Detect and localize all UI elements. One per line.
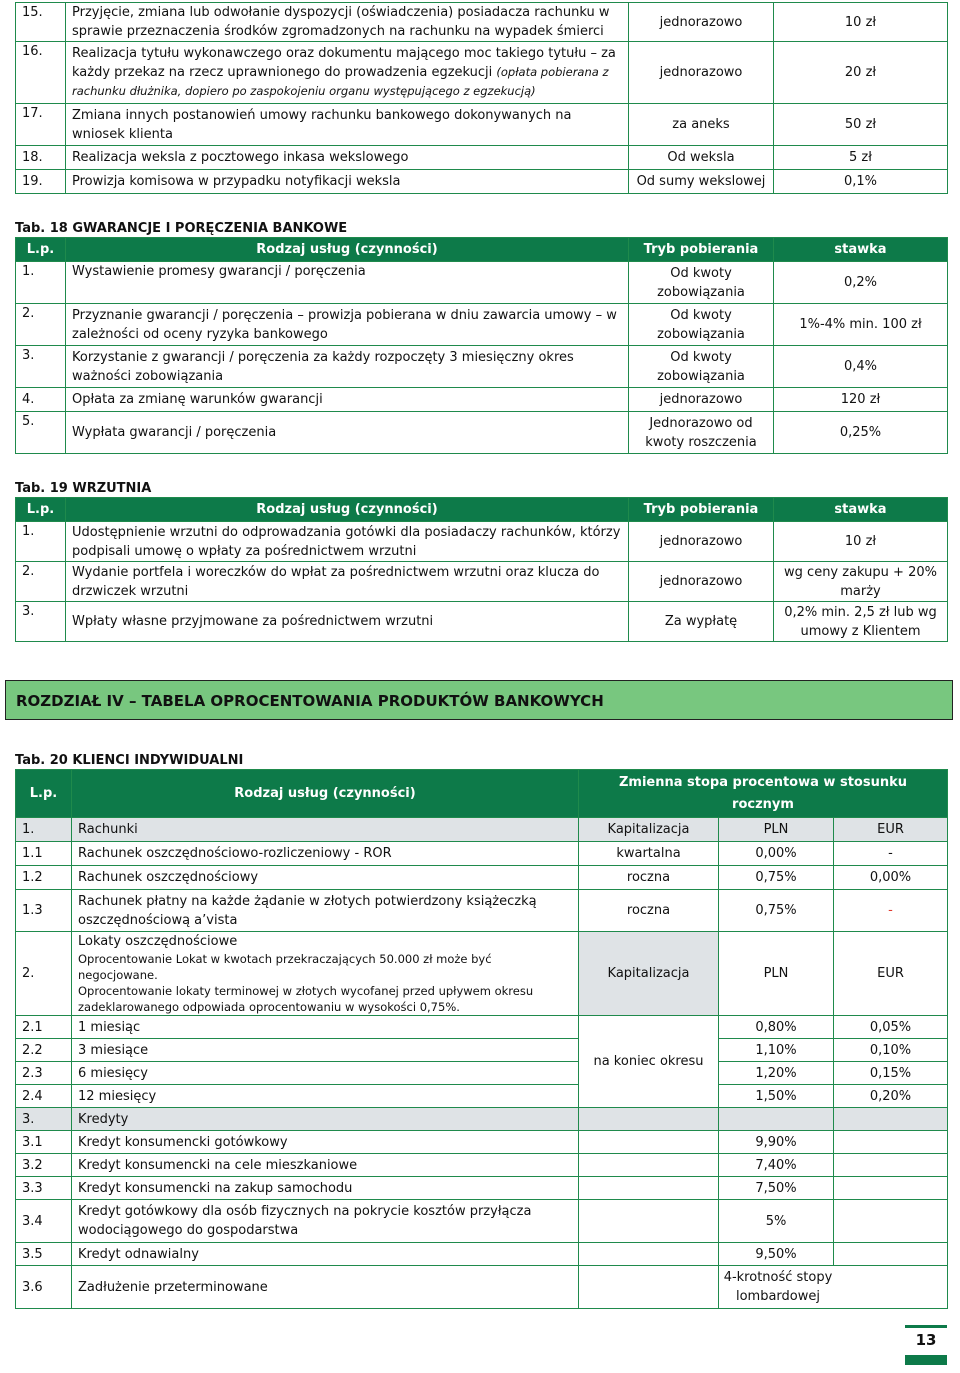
service-description: Przyjęcie, zmiana lub odwołanie dyspozycji (oświadczenia) posiadacza rachunku w sprawie przeznaczenia środków zgromadzonych na rachunku na wypadek śmierci xyxy=(66,3,629,42)
fee-rate: 10 zł xyxy=(774,3,948,42)
table-section-row xyxy=(16,1108,948,1131)
table-row xyxy=(16,562,948,602)
row-number: 2. xyxy=(16,304,66,346)
rate-eur: 0,05% xyxy=(834,1016,948,1039)
product-name: 3 miesiące xyxy=(72,1039,579,1062)
section-label xyxy=(72,932,579,1016)
header-service: Rodzaj usług (czynności) xyxy=(66,498,629,522)
table-row xyxy=(16,1085,948,1108)
product-name: Kredyt odnawialny xyxy=(72,1243,579,1266)
service-description xyxy=(66,42,629,104)
rate-pln: 0,00% xyxy=(719,842,834,866)
charge-mode: Za wypłatę xyxy=(629,602,774,642)
charge-mode: Od kwoty zobowiązania xyxy=(629,346,774,388)
table-row xyxy=(16,42,948,104)
row-number: 19. xyxy=(16,170,66,194)
rate-pln: 1,10% xyxy=(719,1039,834,1062)
table-title: Tab. 18 GWARANCJE I PORĘCZENIA BANKOWE xyxy=(15,221,348,236)
rate-pln: 7,40% xyxy=(719,1154,834,1177)
row-number: 2. xyxy=(16,562,66,602)
table-row xyxy=(16,1266,948,1309)
table-row xyxy=(16,1016,948,1039)
table-row xyxy=(16,842,948,866)
table-header-row xyxy=(16,498,948,522)
row-number: 17. xyxy=(16,104,66,146)
row-number: 16. xyxy=(16,42,66,104)
row-number: 18. xyxy=(16,146,66,170)
page-number-box xyxy=(905,1325,947,1367)
header-service: Rodzaj usług (czynności) xyxy=(66,238,629,262)
capitalization: roczna xyxy=(579,890,719,932)
product-name: Kredyt konsumencki na zakup samochodu xyxy=(72,1177,579,1200)
empty-cell xyxy=(834,1154,948,1177)
table-row xyxy=(16,1039,948,1062)
empty-cell xyxy=(579,1243,719,1266)
page-number-bar xyxy=(905,1355,947,1365)
fees-table-continued xyxy=(15,2,948,194)
table-title: Tab. 20 KLIENCI INDYWIDUALNI xyxy=(15,753,244,768)
table-row xyxy=(16,866,948,890)
capitalization: kwartalna xyxy=(579,842,719,866)
row-number: 3.2 xyxy=(16,1154,72,1177)
service-description: Korzystanie z gwarancji / poręczenia za każdy rozpoczęty 3 miesięczny okres ważności zobowiązania xyxy=(66,346,629,388)
row-number: 4. xyxy=(16,388,66,412)
table-row xyxy=(16,412,948,454)
product-name: 6 miesięcy xyxy=(72,1062,579,1085)
table-row xyxy=(16,262,948,304)
page-number: 13 xyxy=(915,1331,937,1349)
interest-rates-table xyxy=(15,769,948,1309)
product-name: Kredyt konsumencki gotówkowy xyxy=(72,1131,579,1154)
product-name: 1 miesiąc xyxy=(72,1016,579,1039)
header-service: Rodzaj usług (czynności) xyxy=(72,770,579,818)
table-row xyxy=(16,146,948,170)
table-title: Tab. 19 WRZUTNIA xyxy=(15,481,152,496)
service-description: Przyznanie gwarancji / poręczenia – prowizja pobierana w dniu zawarcia umowy – w zależności od oceny ryzyka bankowego xyxy=(66,304,629,346)
rate-eur: 0,00% xyxy=(834,866,948,890)
capitalization-header: Kapitalizacja xyxy=(579,818,719,842)
charge-mode: Od sumy wekslowej xyxy=(629,170,774,194)
table-row xyxy=(16,522,948,562)
section-label: Rachunki xyxy=(72,818,579,842)
charge-mode: jednorazowo xyxy=(629,562,774,602)
table-row xyxy=(16,346,948,388)
service-description: Prowizja komisowa w przypadku notyfikacji weksla xyxy=(66,170,629,194)
row-number: 5. xyxy=(16,412,66,454)
rate-pln: 0,80% xyxy=(719,1016,834,1039)
service-description: Wydanie portfela i woreczków do wpłat za pośrednictwem wrzutni oraz klucza do drzwiczek wrzutni xyxy=(66,562,629,602)
product-name: Rachunek oszczędnościowy xyxy=(72,866,579,890)
header-mode: Tryb pobierania xyxy=(629,238,774,262)
page-number-top-rule xyxy=(905,1325,947,1328)
section-label: Kredyty xyxy=(72,1108,579,1131)
header-rate: stawka xyxy=(774,238,948,262)
empty-cell xyxy=(579,1266,719,1309)
rate-eur: 0,20% xyxy=(834,1085,948,1108)
fee-rate: 50 zł xyxy=(774,104,948,146)
empty-cell xyxy=(579,1200,719,1243)
row-number: 3.6 xyxy=(16,1266,72,1309)
row-number: 3.1 xyxy=(16,1131,72,1154)
charge-mode: za aneks xyxy=(629,104,774,146)
table-row xyxy=(16,304,948,346)
header-lp: L.p. xyxy=(16,238,66,262)
header-rate: stawka xyxy=(774,498,948,522)
currency-eur-header: EUR xyxy=(834,932,948,1016)
rate-pln: 0,75% xyxy=(719,890,834,932)
charge-mode: Od kwoty zobowiązania xyxy=(629,304,774,346)
currency-pln-header: PLN xyxy=(719,818,834,842)
service-description: Wypłata gwarancji / poręczenia xyxy=(66,412,629,454)
fee-rate: 5 zł xyxy=(774,146,948,170)
fee-rate: wg ceny zakupu + 20% marży xyxy=(774,562,948,602)
fee-rate: 10 zł xyxy=(774,522,948,562)
table-section-row xyxy=(16,932,948,1016)
table-row xyxy=(16,1154,948,1177)
rate-pln: 1,20% xyxy=(719,1062,834,1085)
chapter-heading: ROZDZIAŁ IV – TABELA OPROCENTOWANIA PRODUKTÓW BANKOWYCH xyxy=(5,680,953,720)
row-number: 1.1 xyxy=(16,842,72,866)
guarantees-table xyxy=(15,237,948,454)
rate-pln: 0,75% xyxy=(719,866,834,890)
service-text: Realizacja tytułu wykonawczego oraz dokumentu mającego moc takiego tytułu – za każdy przekaz na rzecz uprawnionego do prowadzenia egzekucji xyxy=(72,46,616,80)
row-number: 2.2 xyxy=(16,1039,72,1062)
table-row xyxy=(16,170,948,194)
capitalization: na koniec okresu xyxy=(579,1016,719,1108)
charge-mode: jednorazowo xyxy=(629,388,774,412)
row-number: 3.5 xyxy=(16,1243,72,1266)
capitalization-header: Kapitalizacja xyxy=(579,932,719,1016)
charge-mode: jednorazowo xyxy=(629,42,774,104)
product-name: Rachunek oszczędnościowo-rozliczeniowy - ROR xyxy=(72,842,579,866)
service-description: Udostępnienie wrzutni do odprowadzania gotówki dla posiadaczy rachunków, którzy podpisali umowę o wpłaty za pośrednictwem wrzutni xyxy=(66,522,629,562)
table-row xyxy=(16,890,948,932)
section-note: Oprocentowanie Lokat w kwotach przekraczających 50.000 zł może być negocjowane. xyxy=(78,952,492,982)
fee-rate: 120 zł xyxy=(774,388,948,412)
table-header-row xyxy=(16,770,948,818)
rate-pln: 5% xyxy=(719,1200,834,1243)
header-lp: L.p. xyxy=(16,770,72,818)
row-number: 2.3 xyxy=(16,1062,72,1085)
empty-cell xyxy=(834,1131,948,1154)
row-number: 15. xyxy=(16,3,66,42)
rate-eur: 0,15% xyxy=(834,1062,948,1085)
table-row xyxy=(16,1177,948,1200)
rate-pln: 9,90% xyxy=(719,1131,834,1154)
fee-rate: 0,4% xyxy=(774,346,948,388)
rate-pln: 4-krotność stopy lombardowej xyxy=(719,1266,948,1309)
section-note: Oprocentowanie lokaty terminowej w złotych wycofanej przed upływem okresu zadeklarowanego odpowiada oprocentowaniu w wysokości 0,75%. xyxy=(78,984,534,1014)
service-description: Zmiana innych postanowień umowy rachunku bankowego dokonywanych na wniosek klienta xyxy=(66,104,629,146)
charge-mode: Od kwoty zobowiązania xyxy=(629,262,774,304)
header-lp: L.p. xyxy=(16,498,66,522)
row-number: 1.2 xyxy=(16,866,72,890)
fee-rate: 1%-4% min. 100 zł xyxy=(774,304,948,346)
service-note: (opłata pobierana z rachunku dłużnika, dopiero po zaspokojeniu organu występującego z egzekucją) xyxy=(72,65,609,98)
table-header-row xyxy=(16,238,948,262)
product-name: Kredyt konsumencki na cele mieszkaniowe xyxy=(72,1154,579,1177)
rate-eur: - xyxy=(834,842,948,866)
capitalization: roczna xyxy=(579,866,719,890)
table-row xyxy=(16,1131,948,1154)
charge-mode: Od weksla xyxy=(629,146,774,170)
charge-mode: jednorazowo xyxy=(629,522,774,562)
table-section-row xyxy=(16,818,948,842)
section-title: Lokaty oszczędnościowe xyxy=(78,934,238,949)
table-row xyxy=(16,104,948,146)
fee-rate: 0,2% xyxy=(774,262,948,304)
fee-rate: 0,1% xyxy=(774,170,948,194)
empty-cell xyxy=(719,1108,834,1131)
table-row xyxy=(16,1243,948,1266)
empty-cell xyxy=(834,1177,948,1200)
currency-eur-header: EUR xyxy=(834,818,948,842)
table-row xyxy=(16,1200,948,1243)
row-number: 2.1 xyxy=(16,1016,72,1039)
empty-cell xyxy=(579,1108,719,1131)
product-name: Rachunek płatny na każde żądanie w złotych potwierdzony książeczką oszczędnościową a’vista xyxy=(72,890,579,932)
service-description: Wpłaty własne przyjmowane za pośrednictwem wrzutni xyxy=(66,602,629,642)
table-row xyxy=(16,388,948,412)
row-number: 2.4 xyxy=(16,1085,72,1108)
row-number: 1. xyxy=(16,818,72,842)
row-number: 3. xyxy=(16,1108,72,1131)
empty-cell xyxy=(834,1243,948,1266)
empty-cell xyxy=(579,1131,719,1154)
product-name: Kredyt gotówkowy dla osób fizycznych na pokrycie kosztów przyłącza wodociągowego do gospodarstwa xyxy=(72,1200,579,1243)
fee-rate: 0,2% min. 2,5 zł lub wg umowy z Klientem xyxy=(774,602,948,642)
row-number: 2. xyxy=(16,932,72,1016)
row-number: 3.3 xyxy=(16,1177,72,1200)
row-number: 1.3 xyxy=(16,890,72,932)
row-number: 1. xyxy=(16,522,66,562)
table-row xyxy=(16,1062,948,1085)
fee-rate: 0,25% xyxy=(774,412,948,454)
row-number: 3. xyxy=(16,602,66,642)
rate-pln: 7,50% xyxy=(719,1177,834,1200)
rate-pln: 9,50% xyxy=(719,1243,834,1266)
empty-cell xyxy=(834,1200,948,1243)
empty-cell xyxy=(834,1108,948,1131)
service-description: Opłata za zmianę warunków gwarancji xyxy=(66,388,629,412)
product-name: Zadłużenie przeterminowane xyxy=(72,1266,579,1309)
service-description: Realizacja weksla z pocztowego inkasa wekslowego xyxy=(66,146,629,170)
row-number: 1. xyxy=(16,262,66,304)
currency-pln-header: PLN xyxy=(719,932,834,1016)
service-description: Wystawienie promesy gwarancji / poręczenia xyxy=(66,262,629,304)
rate-eur: - xyxy=(834,890,948,932)
header-mode: Tryb pobierania xyxy=(629,498,774,522)
row-number: 3. xyxy=(16,346,66,388)
night-safe-table xyxy=(15,497,948,642)
row-number: 3.4 xyxy=(16,1200,72,1243)
rate-pln: 1,50% xyxy=(719,1085,834,1108)
empty-cell xyxy=(579,1177,719,1200)
table-row xyxy=(16,3,948,42)
header-rate: Zmienna stopa procentowa w stosunku rocznym xyxy=(579,770,948,818)
product-name: 12 miesięcy xyxy=(72,1085,579,1108)
charge-mode: jednorazowo xyxy=(629,3,774,42)
empty-cell xyxy=(579,1154,719,1177)
table-row xyxy=(16,602,948,642)
rate-eur: 0,10% xyxy=(834,1039,948,1062)
charge-mode: Jednorazowo od kwoty roszczenia xyxy=(629,412,774,454)
fee-rate: 20 zł xyxy=(774,42,948,104)
